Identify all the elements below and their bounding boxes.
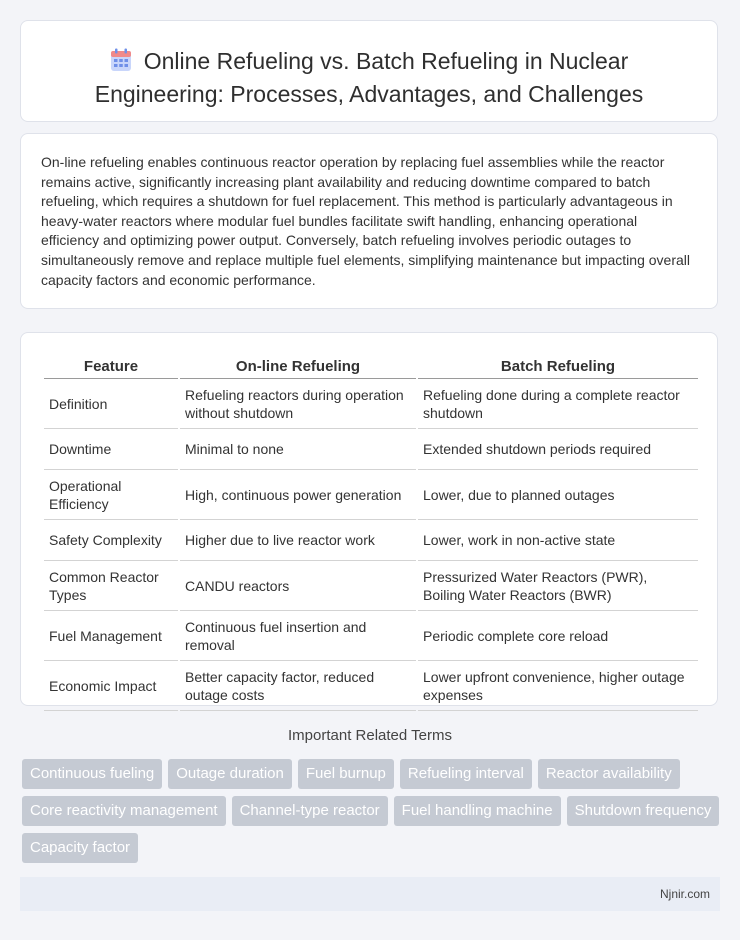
intro-paragraph: On-line refueling enables continuous reactor operation by replacing fuel assemblies while the reactor remains active, significantly increasing plant availability and reducing downtime compared to batch refueling, which requires a shutdown for fuel replacement. This method is particularly advantageous in heavy-water reactors where modular fuel bundles facilitate swift handling, enhancing operational efficiency and optimizing power output. Conversely, batch refueling involves periodic outages to simultaneously remove and replace multiple fuel elements, simplifying maintenance but impacting overall capacity factors and economic performance.: [41, 154, 690, 288]
tag-reactor-availability[interactable]: Reactor availability: [538, 759, 680, 789]
table-row: [44, 379, 698, 429]
tag-continuous-fueling[interactable]: Continuous fueling: [22, 759, 162, 789]
comparison-card: [20, 332, 718, 706]
online-cell: High, continuous power generation: [180, 470, 416, 520]
title-card: [20, 20, 718, 122]
tag-outage-duration[interactable]: Outage duration: [168, 759, 292, 789]
footer: [20, 877, 720, 911]
feature-cell: Economic Impact: [44, 661, 178, 711]
tag-fuel-handling-machine[interactable]: Fuel handling machine: [394, 796, 561, 826]
table-header-row: [44, 351, 698, 379]
related-terms-heading: Important Related Terms: [288, 727, 452, 744]
table-row: [44, 429, 698, 470]
intro-card: [20, 133, 718, 309]
table-row: [44, 470, 698, 520]
tag-shutdown-frequency[interactable]: Shutdown frequency: [567, 796, 720, 826]
online-cell: CANDU reactors: [180, 561, 416, 611]
batch-cell: Extended shutdown periods required: [418, 429, 698, 470]
comparison-table: [42, 351, 700, 711]
header-batch: Batch Refueling: [418, 351, 698, 379]
tag-capacity-factor[interactable]: Capacity factor: [22, 833, 138, 863]
feature-cell: Common Reactor Types: [44, 561, 178, 611]
batch-cell: Lower, due to planned outages: [418, 470, 698, 520]
tag-refueling-interval[interactable]: Refueling interval: [400, 759, 532, 789]
batch-cell: Lower, work in non-active state: [418, 520, 698, 561]
online-cell: Minimal to none: [180, 429, 416, 470]
table-row: [44, 611, 698, 661]
batch-cell: Periodic complete core reload: [418, 611, 698, 661]
page-title: [21, 21, 717, 109]
feature-cell: Definition: [44, 379, 178, 429]
feature-cell: Downtime: [44, 429, 178, 470]
online-cell: Continuous fuel insertion and removal: [180, 611, 416, 661]
feature-cell: Operational Efficiency: [44, 470, 178, 520]
table-row: [44, 661, 698, 711]
feature-cell: Safety Complexity: [44, 520, 178, 561]
related-terms-list: [22, 759, 722, 863]
feature-cell: Fuel Management: [44, 611, 178, 661]
header-online: On-line Refueling: [180, 351, 416, 379]
calendar-icon: [110, 48, 132, 79]
online-cell: Higher due to live reactor work: [180, 520, 416, 561]
header-feature: Feature: [44, 351, 178, 379]
tag-core-reactivity-management[interactable]: Core reactivity management: [22, 796, 226, 826]
batch-cell: Refueling done during a complete reactor shutdown: [418, 379, 698, 429]
batch-cell: Lower upfront convenience, higher outage expenses: [418, 661, 698, 711]
table-row: [44, 520, 698, 561]
tag-fuel-burnup[interactable]: Fuel burnup: [298, 759, 394, 789]
batch-cell: Pressurized Water Reactors (PWR), Boiling Water Reactors (BWR): [418, 561, 698, 611]
tag-channel-type-reactor[interactable]: Channel-type reactor: [232, 796, 388, 826]
footer-site[interactable]: Njnir.com: [659, 887, 710, 901]
table-row: [44, 561, 698, 611]
online-cell: Refueling reactors during operation without shutdown: [180, 379, 416, 429]
page-title-text: Online Refueling vs. Batch Refueling in Nuclear Engineering: Processes, Advantages, and Challenges: [94, 48, 644, 107]
online-cell: Better capacity factor, reduced outage costs: [180, 661, 416, 711]
